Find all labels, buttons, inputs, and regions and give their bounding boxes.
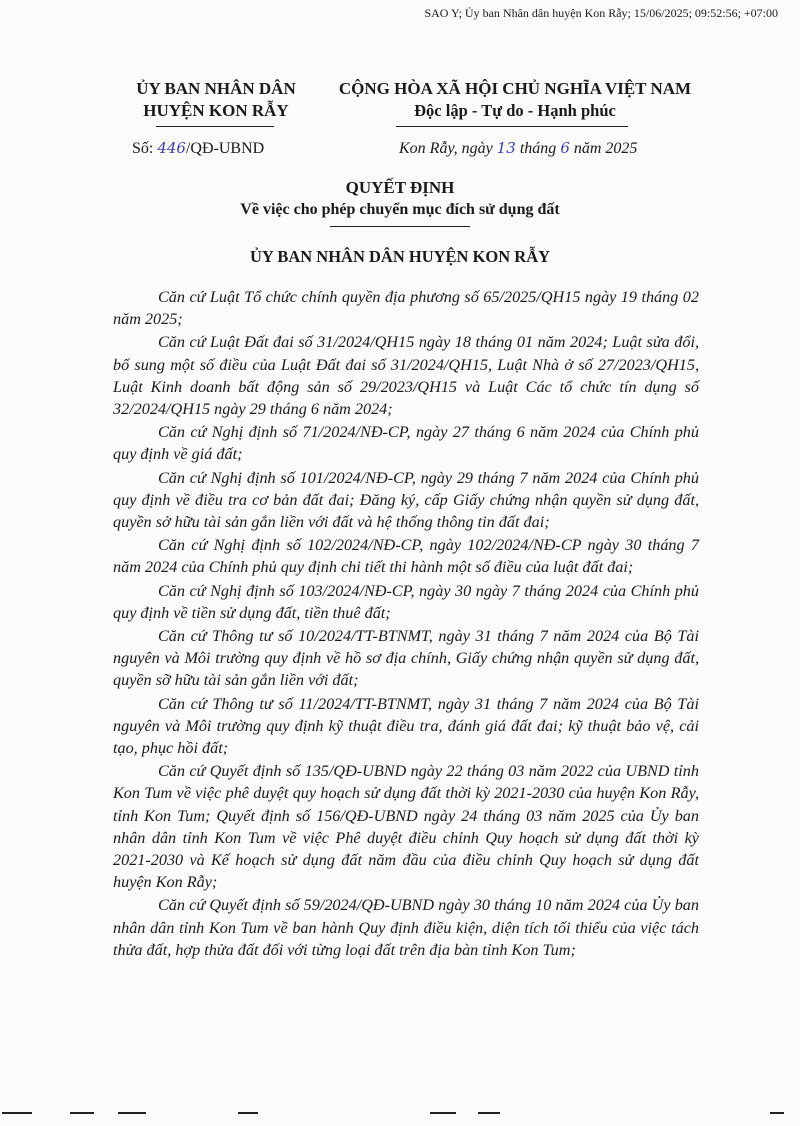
document-subtitle: Về việc cho phép chuyển mục đích sử dụng đất (240, 201, 560, 218)
scan-mark (118, 1112, 146, 1114)
scan-mark (238, 1112, 258, 1114)
legal-basis-paragraph: Căn cứ Luật Đất đai số 31/2024/QH15 ngày 18 tháng 01 năm 2024; Luật sửa đổi, bổ sung một số điều của Luật Đất đai số 31/2024/QH15, Luật Nhà ở số 27/2023/QH15, Luật Kinh doanh bất động sản số 29/2023/QH15 và Luật Các tổ chức tín dụng số 32/2024/QH15 ngày 29 tháng 6 năm 2024; (113, 333, 699, 419)
date-line (399, 139, 637, 158)
scan-mark (2, 1112, 32, 1114)
date-month: 6 (560, 139, 570, 157)
legal-basis-paragraph: Căn cứ Nghị định số 103/2024/NĐ-CP, ngày 30 ngày 7 tháng 2024 của Chính phủ quy định về tiền sử dụng đất, tiền thuê đất; (113, 581, 699, 622)
org-line-1: ỦY BAN NHÂN DÂN (136, 79, 296, 98)
doc-number-suffix: /QĐ-UBND (185, 140, 265, 157)
scan-mark (430, 1112, 456, 1114)
motto-underline (396, 126, 628, 127)
national-motto: Độc lập - Tự do - Hạnh phúc (414, 101, 616, 120)
legal-basis-paragraph: Căn cứ Thông tư số 10/2024/TT-BTNMT, ngày 31 tháng 7 năm 2024 của Bộ Tài nguyên và Môi trường quy định về hồ sơ địa chính, Giấy chứng nhận quyền sử dụng đất, quyền sỡ hữu tài sản gắn liền với đất; (113, 627, 699, 690)
date-place: Kon Rẫy, ngày (399, 140, 497, 157)
date-day: 13 (496, 139, 516, 157)
legal-basis-paragraph: Căn cứ Thông tư số 11/2024/TT-BTNMT, ngày 31 tháng 7 năm 2024 của Bộ Tài nguyên và Môi trường quy định kỹ thuật điều tra, đánh giá đất đai; kỹ thuật bảo vệ, cải tạo, phục hồi đất; (113, 694, 699, 758)
scan-edge-marks (0, 1108, 800, 1118)
org-line-2: HUYỆN KON RẪY (143, 101, 289, 120)
nation-title: CỘNG HÒA XÃ HỘI CHỦ NGHĨA VIỆT NAM (338, 79, 692, 98)
national-header (316, 78, 714, 122)
subtitle-underline (330, 226, 470, 227)
date-month-label: tháng (515, 140, 561, 157)
scan-mark (770, 1112, 784, 1114)
scan-mark (478, 1112, 500, 1114)
legal-basis-paragraph: Căn cứ Quyết định số 59/2024/QĐ-UBND ngày 30 tháng 10 năm 2024 của Ủy ban nhân dân tỉnh Kon Tum về ban hành Quy định điều kiện, diện tích tối thiểu của việc tách thửa đất, hợp thửa đất đối với từng loại đất trên địa bàn tỉnh Kon Tum; (113, 896, 699, 959)
document-title: QUYẾT ĐỊNH (345, 178, 455, 197)
document-number (132, 139, 264, 158)
doc-number-prefix: Số: (132, 140, 158, 157)
org-underline (156, 126, 274, 127)
issuing-organization (116, 78, 316, 122)
legal-basis-paragraph: Căn cứ Nghị định số 102/2024/NĐ-CP, ngày 102/2024/NĐ-CP ngày 30 tháng 7 năm 2024 của Chính phủ quy định chi tiết thi hành một số điều của luật đất đai; (113, 536, 699, 577)
legal-basis-paragraph: Căn cứ Nghị định số 71/2024/NĐ-CP, ngày 27 tháng 6 năm 2024 của Chính phủ quy định về giá đất; (113, 423, 699, 464)
digital-copy-stamp: SAO Y; Ủy ban Nhân dân huyện Kon Rẫy; 15/06/2025; 09:52:56; +07:00 (424, 6, 778, 20)
legal-basis-body (113, 286, 699, 962)
scan-mark (70, 1112, 94, 1114)
date-year: năm 2025 (569, 140, 638, 157)
legal-basis-paragraph: Căn cứ Luật Tổ chức chính quyền địa phương số 65/2025/QH15 ngày 19 tháng 02 năm 2025; (113, 288, 699, 329)
issuing-authority: ỦY BAN NHÂN DÂN HUYỆN KON RẪY (249, 247, 551, 266)
doc-number-handwritten: 446 (157, 139, 186, 157)
legal-basis-paragraph: Căn cứ Quyết định số 135/QĐ-UBND ngày 22 tháng 03 năm 2022 của UBND tỉnh Kon Tum về việc phê duyệt quy hoạch sử dụng đất thời kỳ 2021-2030 của huyện Kon Rẫy, tỉnh Kon Tum; Quyết định số 156/QĐ-UBND ngày 24 tháng 03 năm 2025 của Ủy ban nhân dân tỉnh Kon Tum về việc Phê duyệt điều chỉnh Quy hoạch sử dụng đất thời kỳ 2021-2030 và Kế hoạch sử dụng đất năm đầu của điều chỉnh Quy hoạch sử dụng đất huyện Kon Rẫy; (113, 762, 699, 892)
legal-basis-paragraph: Căn cứ Nghị định số 101/2024/NĐ-CP, ngày 29 tháng 7 năm 2024 của Chính phủ quy định về điều tra cơ bản đất đai; Đăng ký, cấp Giấy chứng nhận quyền sử dụng đất, quyền sở hữu tài sản gắn liền với đất và hệ thống thông tin đất đai; (113, 468, 699, 532)
